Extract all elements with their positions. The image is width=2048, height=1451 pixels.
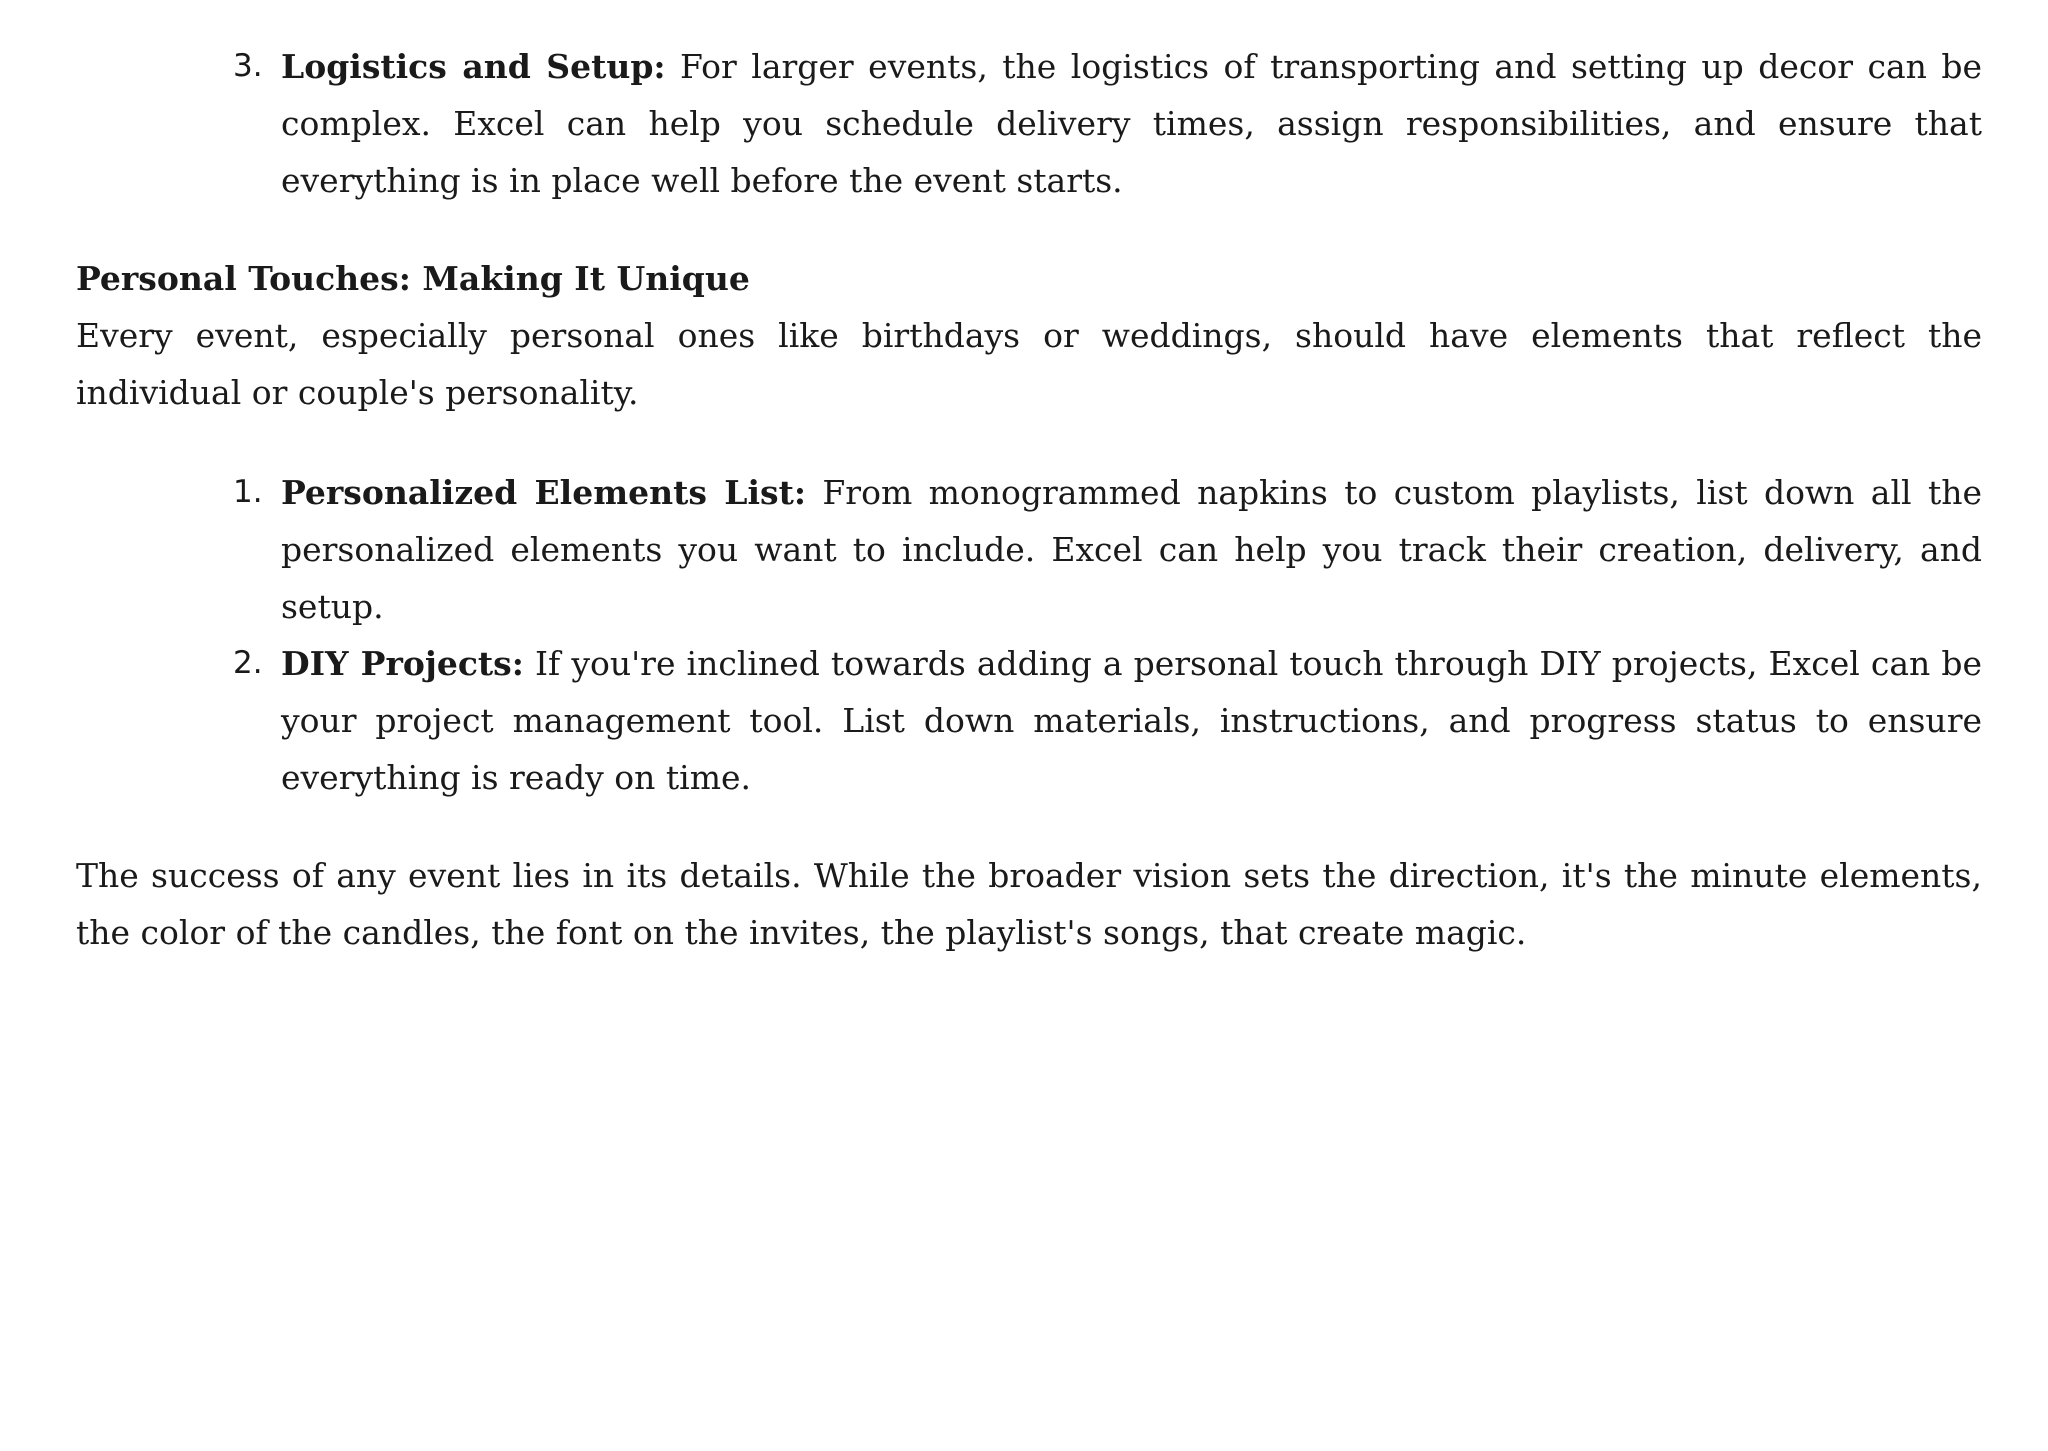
section-intro: Every event, especially personal ones like birthdays or weddings, should have elements that reflect the individual or couple's personality. [76,316,1982,412]
list-item-lead: DIY Projects: [281,644,524,683]
list-item-diy-projects [76,635,1982,806]
logistics-list [76,38,1982,209]
list-item-text: If you're inclined towards adding a personal touch through DIY projects, Excel can be your project management tool. List down materials, instructions, and progress status to ensure everything is ready on time. [281,644,1983,797]
list-number: 2. [233,645,263,681]
list-item-logistics [76,38,1982,209]
list-item-text: From monogrammed napkins to custom playlists, list down all the personalized elements you want to include. Excel can help you track their creation, delivery, and setup. [281,473,1982,626]
document-page [76,38,1982,961]
list-item-personalized-elements [76,464,1982,635]
list-item-lead: Personalized Elements List: [281,473,807,512]
personal-touches-list [76,464,1982,806]
list-number: 3. [233,48,263,84]
list-number: 1. [233,474,263,510]
section-heading: Personal Touches: Making It Unique [76,259,750,298]
closing-paragraph: The success of any event lies in its details. While the broader vision sets the direction, it's the minute elements, the color of the candles, the font on the invites, the playlist's songs, that create magic. [76,856,1982,952]
list-item-text: For larger events, the logistics of transporting and setting up decor can be complex. Excel can help you schedule delivery times, assign responsibilities, and ensure that everything is in place well before the event starts. [281,47,1982,200]
list-item-lead: Logistics and Setup: [281,47,666,86]
